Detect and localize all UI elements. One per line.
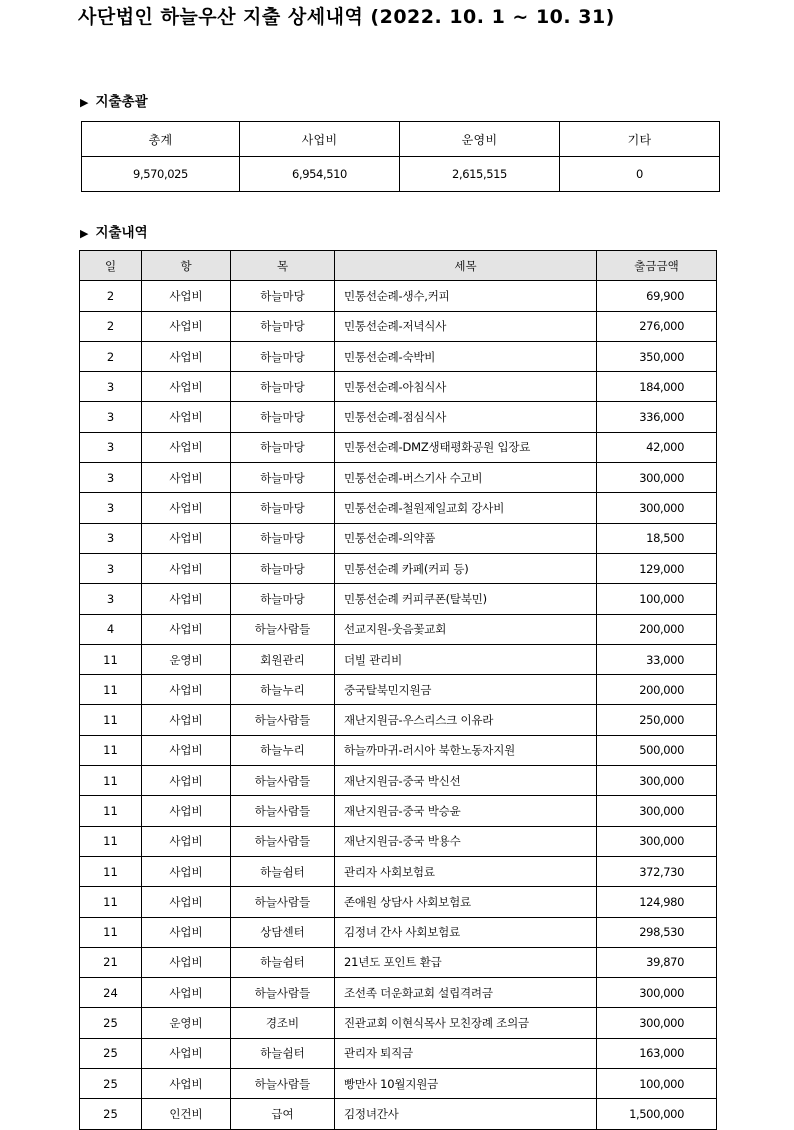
header-category: 항 bbox=[142, 251, 231, 281]
cell-description: 김정녀 간사 사회보험료 bbox=[335, 917, 597, 947]
cell-day: 3 bbox=[80, 493, 142, 523]
detail-section-heading bbox=[80, 221, 148, 241]
summary-operating-value: 2,615,515 bbox=[400, 157, 560, 192]
table-row bbox=[80, 341, 717, 371]
cell-day: 3 bbox=[80, 372, 142, 402]
cell-description: 민통선순례-숙박비 bbox=[335, 341, 597, 371]
cell-day: 11 bbox=[80, 917, 142, 947]
summary-other-value: 0 bbox=[560, 157, 720, 192]
cell-amount: 300,000 bbox=[597, 463, 717, 493]
cell-description: 선교지원-웃음꽃교회 bbox=[335, 614, 597, 644]
table-row bbox=[80, 553, 717, 583]
cell-item: 하늘누리 bbox=[231, 735, 335, 765]
cell-category: 사업비 bbox=[142, 887, 231, 917]
cell-amount: 163,000 bbox=[597, 1038, 717, 1068]
cell-day: 11 bbox=[80, 735, 142, 765]
cell-category: 사업비 bbox=[142, 856, 231, 886]
cell-category: 인건비 bbox=[142, 1099, 231, 1129]
detail-heading-label: 지출내역 bbox=[95, 225, 148, 241]
header-description: 세목 bbox=[335, 251, 597, 281]
cell-amount: 124,980 bbox=[597, 887, 717, 917]
cell-category: 사업비 bbox=[142, 766, 231, 796]
cell-category: 사업비 bbox=[142, 796, 231, 826]
summary-value-row bbox=[82, 157, 720, 192]
table-row bbox=[80, 1038, 717, 1068]
summary-header-operating: 운영비 bbox=[400, 122, 560, 157]
cell-category: 사업비 bbox=[142, 493, 231, 523]
cell-category: 사업비 bbox=[142, 614, 231, 644]
cell-description: 빵만사 10월지원금 bbox=[335, 1069, 597, 1099]
cell-amount: 250,000 bbox=[597, 705, 717, 735]
cell-amount: 300,000 bbox=[597, 796, 717, 826]
cell-day: 11 bbox=[80, 644, 142, 674]
triangle-bullet-icon: ▶ bbox=[80, 96, 89, 109]
cell-category: 사업비 bbox=[142, 553, 231, 583]
cell-amount: 129,000 bbox=[597, 553, 717, 583]
table-row bbox=[80, 1099, 717, 1129]
cell-amount: 42,000 bbox=[597, 432, 717, 462]
cell-description: 존애원 상담사 사회보험료 bbox=[335, 887, 597, 917]
cell-day: 3 bbox=[80, 553, 142, 583]
cell-description: 민통선순례-철원제일교회 강사비 bbox=[335, 493, 597, 523]
cell-amount: 300,000 bbox=[597, 1008, 717, 1038]
cell-item: 상담센터 bbox=[231, 917, 335, 947]
cell-description: 관리자 사회보험료 bbox=[335, 856, 597, 886]
cell-description: 민통선순례-DMZ생태평화공원 입장료 bbox=[335, 432, 597, 462]
cell-item: 하늘사람들 bbox=[231, 887, 335, 917]
cell-category: 사업비 bbox=[142, 826, 231, 856]
cell-amount: 18,500 bbox=[597, 523, 717, 553]
cell-item: 하늘쉼터 bbox=[231, 856, 335, 886]
summary-total-value: 9,570,025 bbox=[82, 157, 240, 192]
cell-description: 민통선순례-생수,커피 bbox=[335, 281, 597, 311]
cell-item: 하늘마당 bbox=[231, 463, 335, 493]
cell-amount: 300,000 bbox=[597, 826, 717, 856]
page-title: 사단법인 하늘우산 지출 상세내역 (2022. 10. 1 ~ 10. 31) bbox=[78, 6, 615, 28]
cell-day: 4 bbox=[80, 614, 142, 644]
table-row bbox=[80, 432, 717, 462]
cell-item: 경조비 bbox=[231, 1008, 335, 1038]
cell-amount: 300,000 bbox=[597, 766, 717, 796]
summary-header-other: 기타 bbox=[560, 122, 720, 157]
cell-description: 진관교회 이현식목사 모친장례 조의금 bbox=[335, 1008, 597, 1038]
cell-description: 조선족 더운화교회 설립격려금 bbox=[335, 978, 597, 1008]
triangle-bullet-icon: ▶ bbox=[80, 227, 89, 240]
table-row bbox=[80, 978, 717, 1008]
cell-item: 회원관리 bbox=[231, 644, 335, 674]
cell-description: 민통선순례-아침식사 bbox=[335, 372, 597, 402]
cell-day: 11 bbox=[80, 796, 142, 826]
summary-heading-label: 지출총괄 bbox=[95, 94, 148, 110]
table-row bbox=[80, 584, 717, 614]
cell-day: 11 bbox=[80, 675, 142, 705]
cell-category: 사업비 bbox=[142, 281, 231, 311]
cell-day: 21 bbox=[80, 947, 142, 977]
table-row bbox=[80, 402, 717, 432]
cell-day: 25 bbox=[80, 1069, 142, 1099]
cell-item: 하늘마당 bbox=[231, 341, 335, 371]
cell-day: 11 bbox=[80, 766, 142, 796]
cell-category: 사업비 bbox=[142, 463, 231, 493]
cell-description: 민통선순례-버스기사 수고비 bbox=[335, 463, 597, 493]
cell-day: 2 bbox=[80, 311, 142, 341]
cell-description: 민통선순례 커피쿠폰(탈북민) bbox=[335, 584, 597, 614]
summary-business-value: 6,954,510 bbox=[240, 157, 400, 192]
cell-item: 하늘마당 bbox=[231, 584, 335, 614]
cell-category: 사업비 bbox=[142, 1069, 231, 1099]
cell-description: 재난지원금-중국 박신선 bbox=[335, 766, 597, 796]
cell-day: 3 bbox=[80, 402, 142, 432]
cell-item: 하늘마당 bbox=[231, 281, 335, 311]
cell-item: 하늘사람들 bbox=[231, 796, 335, 826]
cell-amount: 100,000 bbox=[597, 1069, 717, 1099]
cell-amount: 200,000 bbox=[597, 675, 717, 705]
cell-item: 하늘마당 bbox=[231, 523, 335, 553]
cell-day: 11 bbox=[80, 705, 142, 735]
header-item: 목 bbox=[231, 251, 335, 281]
table-row bbox=[80, 917, 717, 947]
cell-item: 급여 bbox=[231, 1099, 335, 1129]
cell-amount: 69,900 bbox=[597, 281, 717, 311]
cell-description: 민통선순례 카페(커피 등) bbox=[335, 553, 597, 583]
table-row bbox=[80, 1008, 717, 1038]
cell-day: 11 bbox=[80, 887, 142, 917]
cell-amount: 298,530 bbox=[597, 917, 717, 947]
summary-header-total: 총계 bbox=[82, 122, 240, 157]
cell-day: 3 bbox=[80, 584, 142, 614]
table-row bbox=[80, 463, 717, 493]
cell-item: 하늘쉼터 bbox=[231, 1038, 335, 1068]
table-row bbox=[80, 675, 717, 705]
cell-day: 3 bbox=[80, 523, 142, 553]
cell-item: 하늘사람들 bbox=[231, 978, 335, 1008]
table-row bbox=[80, 796, 717, 826]
cell-description: 민통선순례-저녁식사 bbox=[335, 311, 597, 341]
cell-day: 25 bbox=[80, 1008, 142, 1038]
cell-day: 11 bbox=[80, 826, 142, 856]
cell-item: 하늘마당 bbox=[231, 311, 335, 341]
cell-description: 재난지원금-중국 박승윤 bbox=[335, 796, 597, 826]
cell-day: 2 bbox=[80, 341, 142, 371]
cell-day: 3 bbox=[80, 463, 142, 493]
cell-category: 사업비 bbox=[142, 432, 231, 462]
table-row bbox=[80, 947, 717, 977]
cell-description: 하늘까마귀-러시아 북한노동자지원 bbox=[335, 735, 597, 765]
cell-item: 하늘사람들 bbox=[231, 1069, 335, 1099]
cell-item: 하늘사람들 bbox=[231, 705, 335, 735]
cell-amount: 350,000 bbox=[597, 341, 717, 371]
cell-category: 사업비 bbox=[142, 947, 231, 977]
cell-item: 하늘사람들 bbox=[231, 766, 335, 796]
cell-amount: 33,000 bbox=[597, 644, 717, 674]
cell-amount: 39,870 bbox=[597, 947, 717, 977]
cell-item: 하늘마당 bbox=[231, 432, 335, 462]
cell-category: 사업비 bbox=[142, 402, 231, 432]
table-row bbox=[80, 281, 717, 311]
cell-category: 사업비 bbox=[142, 584, 231, 614]
cell-item: 하늘마당 bbox=[231, 402, 335, 432]
cell-amount: 300,000 bbox=[597, 978, 717, 1008]
cell-amount: 1,500,000 bbox=[597, 1099, 717, 1129]
cell-amount: 276,000 bbox=[597, 311, 717, 341]
summary-section-heading bbox=[80, 90, 148, 110]
cell-item: 하늘마당 bbox=[231, 553, 335, 583]
table-row bbox=[80, 614, 717, 644]
cell-description: 민통선순례-의약품 bbox=[335, 523, 597, 553]
table-row bbox=[80, 705, 717, 735]
cell-description: 재난지원금-중국 박용수 bbox=[335, 826, 597, 856]
table-row bbox=[80, 735, 717, 765]
header-day: 일 bbox=[80, 251, 142, 281]
cell-description: 김정녀간사 bbox=[335, 1099, 597, 1129]
cell-description: 더빌 관리비 bbox=[335, 644, 597, 674]
table-row bbox=[80, 372, 717, 402]
cell-amount: 372,730 bbox=[597, 856, 717, 886]
cell-category: 운영비 bbox=[142, 644, 231, 674]
table-row bbox=[80, 644, 717, 674]
cell-item: 하늘누리 bbox=[231, 675, 335, 705]
table-row bbox=[80, 493, 717, 523]
cell-day: 24 bbox=[80, 978, 142, 1008]
cell-item: 하늘사람들 bbox=[231, 614, 335, 644]
cell-item: 하늘마당 bbox=[231, 493, 335, 523]
cell-description: 재난지원금-우스리스크 이유라 bbox=[335, 705, 597, 735]
summary-header-business: 사업비 bbox=[240, 122, 400, 157]
cell-amount: 200,000 bbox=[597, 614, 717, 644]
table-row bbox=[80, 826, 717, 856]
cell-item: 하늘사람들 bbox=[231, 826, 335, 856]
summary-header-row bbox=[82, 122, 720, 157]
cell-amount: 300,000 bbox=[597, 493, 717, 523]
table-row bbox=[80, 1069, 717, 1099]
table-row bbox=[80, 766, 717, 796]
cell-description: 민통선순례-점심식사 bbox=[335, 402, 597, 432]
cell-category: 사업비 bbox=[142, 917, 231, 947]
cell-amount: 500,000 bbox=[597, 735, 717, 765]
cell-description: 관리자 퇴직금 bbox=[335, 1038, 597, 1068]
cell-amount: 336,000 bbox=[597, 402, 717, 432]
table-row bbox=[80, 856, 717, 886]
table-row bbox=[80, 887, 717, 917]
cell-description: 21년도 포인트 환급 bbox=[335, 947, 597, 977]
header-amount: 출금금액 bbox=[597, 251, 717, 281]
cell-category: 운영비 bbox=[142, 1008, 231, 1038]
cell-category: 사업비 bbox=[142, 523, 231, 553]
detail-header-row bbox=[80, 251, 717, 281]
cell-amount: 100,000 bbox=[597, 584, 717, 614]
cell-category: 사업비 bbox=[142, 311, 231, 341]
cell-category: 사업비 bbox=[142, 372, 231, 402]
table-row bbox=[80, 311, 717, 341]
cell-day: 2 bbox=[80, 281, 142, 311]
cell-day: 25 bbox=[80, 1099, 142, 1129]
cell-category: 사업비 bbox=[142, 675, 231, 705]
cell-category: 사업비 bbox=[142, 978, 231, 1008]
cell-amount: 184,000 bbox=[597, 372, 717, 402]
detail-table-body bbox=[80, 281, 717, 1129]
cell-category: 사업비 bbox=[142, 705, 231, 735]
cell-description: 중국탈북민지원금 bbox=[335, 675, 597, 705]
expense-detail-table bbox=[79, 250, 717, 1130]
cell-category: 사업비 bbox=[142, 735, 231, 765]
cell-day: 11 bbox=[80, 856, 142, 886]
cell-day: 3 bbox=[80, 432, 142, 462]
cell-day: 25 bbox=[80, 1038, 142, 1068]
cell-category: 사업비 bbox=[142, 341, 231, 371]
table-row bbox=[80, 523, 717, 553]
cell-item: 하늘쉼터 bbox=[231, 947, 335, 977]
cell-item: 하늘마당 bbox=[231, 372, 335, 402]
cell-category: 사업비 bbox=[142, 1038, 231, 1068]
summary-table bbox=[81, 121, 720, 192]
